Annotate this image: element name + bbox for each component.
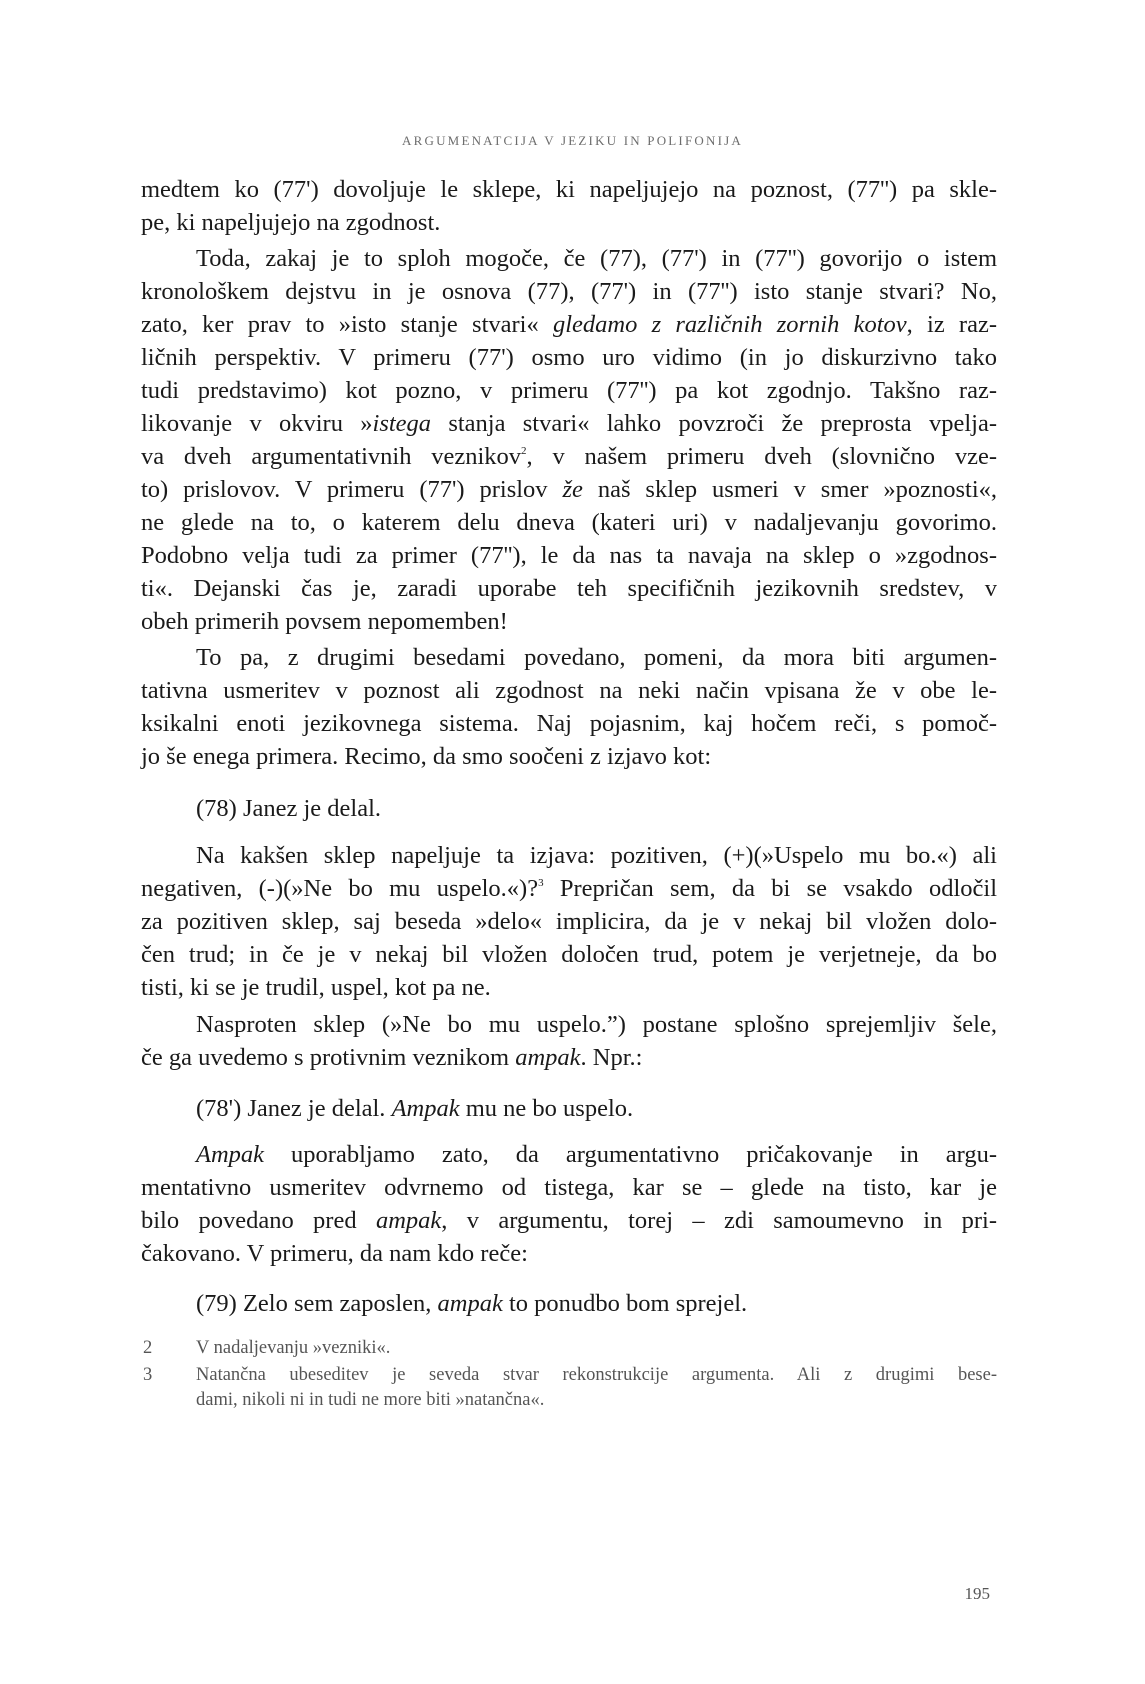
- paragraph-start-line: To pa, z drugimi besedami povedano, pomeni, da mora biti argumen-: [196, 644, 997, 671]
- text-run: to) prislovov. V primeru (77') prislov: [141, 476, 563, 503]
- footnote-ref-2[interactable]: 2: [521, 445, 527, 457]
- body-line: ličnih perspektiv. V primeru (77') osmo uro vidimo (in jo diskurzivno tako: [141, 344, 997, 371]
- italic-emphasis: Ampak: [196, 1141, 265, 1168]
- text-run: (78') Janez je delal.: [196, 1095, 392, 1122]
- italic-emphasis: gledamo z različnih zornih kotov: [552, 311, 907, 338]
- example-79: [196, 1290, 997, 1318]
- italic-emphasis: ampak: [437, 1290, 503, 1317]
- body-line: tudi predstavimo) kot pozno, v primeru (77'') pa kot zgodnjo. Takšno raz-: [141, 377, 997, 404]
- italic-emphasis: istega: [372, 410, 432, 437]
- paragraph-start-line: Na kakšen sklep napeljuje ta izjava: pozitiven, (+)(»Uspelo mu bo.«) ali: [196, 842, 997, 869]
- body-line: [141, 1044, 997, 1072]
- text-run: to ponudbo bom sprejel.: [502, 1290, 748, 1317]
- text-run: likovanje v okviru »: [141, 410, 373, 437]
- body-line: [141, 1207, 997, 1235]
- body-line: kronološkem dejstvu in je osnova (77), (77') in (77'') isto stanje stvari? No,: [141, 278, 997, 305]
- body-line: čen trud; in če je v nekaj bil vložen določen trud, potem je verjetneje, da bo: [141, 941, 997, 968]
- example-78: (78) Janez je delal.: [196, 795, 382, 822]
- text-run: bilo povedano pred: [141, 1207, 376, 1234]
- body-line: pe, ki napeljujejo na zgodnost.: [141, 209, 441, 236]
- body-line: tativna usmeritev v poznost ali zgodnost na neki način vpisana že v obe le-: [141, 677, 997, 704]
- italic-emphasis: ampak: [375, 1207, 442, 1234]
- running-head: ARGUMENATCIJA V JEZIKU IN POLIFONIJA: [402, 133, 743, 148]
- text-run: stanja stvari« lahko povzroči že preprosta vpelja-: [431, 410, 997, 437]
- text-run: va dveh argumentativnih veznikov: [141, 443, 522, 470]
- body-line: za pozitiven sklep, saj beseda »delo« implicira, da je v nekaj bil vložen dolo-: [141, 908, 997, 935]
- italic-emphasis: Ampak: [391, 1095, 460, 1122]
- text-run: zato, ker prav to »isto stanje stvari«: [141, 311, 553, 338]
- text-run: mu ne bo uspelo.: [459, 1095, 634, 1122]
- body-line: obeh primerih povsem nepomemben!: [141, 608, 508, 635]
- footnote-3-text: Natančna ubeseditev je seveda stvar rekonstrukcije argumenta. Ali z drugimi bese-: [196, 1365, 997, 1385]
- body-line: čakovano. V primeru, da nam kdo reče:: [141, 1240, 528, 1267]
- body-line: [141, 476, 997, 504]
- body-line: mentativno usmeritev odvrnemo od tistega, kar se – glede na tisto, kar je: [141, 1174, 997, 1201]
- text-run: naš sklep usmeri v smer »poznosti«,: [582, 476, 997, 503]
- footnote-3-number: 3: [143, 1365, 153, 1385]
- body-line: tisti, ki se je trudil, uspel, kot pa ne.: [141, 974, 491, 1001]
- text-run: , iz raz-: [906, 311, 997, 338]
- text-run: , v našem primeru dveh (slovnično vze-: [526, 443, 997, 470]
- footnote-ref-3[interactable]: 3: [538, 877, 544, 889]
- text-run: če ga uvedemo s protivnim veznikom: [141, 1044, 516, 1071]
- text-run: (79) Zelo sem zaposlen,: [196, 1290, 438, 1317]
- body-line: medtem ko (77') dovoljuje le sklepe, ki napeljujejo na poznost, (77'') pa skle-: [141, 176, 997, 203]
- body-line: [141, 410, 997, 438]
- body-line: ti«. Dejanski čas je, zaradi uporabe teh specifičnih jezikovnih sredstev, v: [141, 575, 997, 602]
- paragraph-start-line: Nasproten sklep (»Ne bo mu uspelo.”) postane splošno sprejemljiv šele,: [196, 1011, 997, 1038]
- text-run: negativen, (-)(»Ne bo mu uspelo.«)?: [141, 875, 539, 902]
- text-run: , v argumentu, torej – zdi samoumevno in pri-: [441, 1207, 997, 1234]
- footnote-2-text: V nadaljevanju »vezniki«.: [196, 1338, 391, 1358]
- paragraph-start-line: [196, 1141, 997, 1169]
- footnote-2-number: 2: [143, 1338, 153, 1358]
- paragraph-start-line: Toda, zakaj je to sploh mogoče, če (77), (77') in (77'') govorijo o istem: [196, 245, 997, 272]
- body-line: [141, 443, 997, 471]
- page-number: 195: [964, 1584, 990, 1603]
- text-run: uporabljamo zato, da argumentativno pričakovanje in argu-: [264, 1141, 997, 1168]
- footnote-3-text-cont: dami, nikoli ni in tudi ne more biti »natančna«.: [196, 1390, 545, 1410]
- text-run: Prepričan sem, da bi se vsakdo odločil: [543, 875, 997, 902]
- italic-emphasis: že: [562, 476, 583, 503]
- body-line: jo še enega primera. Recimo, da smo soočeni z izjavo kot:: [141, 743, 712, 770]
- body-line: [141, 875, 997, 903]
- example-78-prime: [196, 1095, 997, 1123]
- body-line: [141, 311, 997, 339]
- italic-emphasis: ampak: [515, 1044, 581, 1071]
- body-line: Podobno velja tudi za primer (77''), le da nas ta navaja na sklep o »zgodnos-: [141, 542, 997, 569]
- body-line: ksikalni enoti jezikovnega sistema. Naj pojasnim, kaj hočem reči, s pomoč-: [141, 710, 997, 737]
- body-line: ne glede na to, o katerem delu dneva (kateri uri) v nadaljevanju govorimo.: [141, 509, 997, 536]
- text-run: . Npr.:: [580, 1044, 643, 1071]
